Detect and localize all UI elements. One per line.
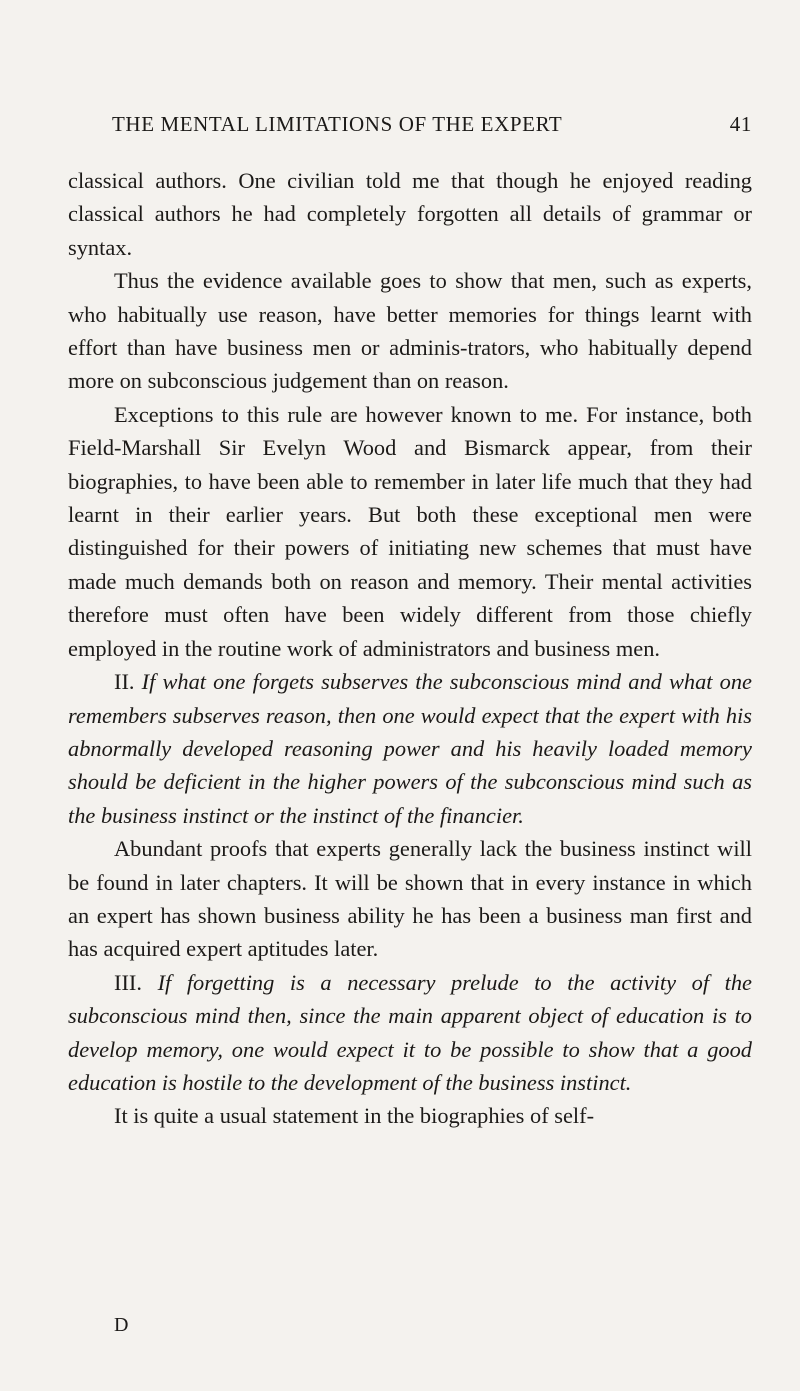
proposition-two xyxy=(68,665,752,832)
paragraph-biographies: It is quite a usual statement in the biographies of self- xyxy=(114,1103,595,1129)
signature-mark: D xyxy=(114,1314,129,1336)
paragraph-business-instinct: Abundant proofs that experts generally lack the business instinct will be found in later chapters. It will be shown that in every instance in which an expert has shown business ability he has been a business man first and has acquired expert aptitudes later. xyxy=(68,836,752,962)
running-head-title: THE MENTAL LIMITATIONS OF THE EXPERT xyxy=(112,112,563,136)
proposition-numeral: II. xyxy=(114,669,135,695)
proposition-text: If forgetting is a necessary prelude to the activity of the subconscious mind then, since the main apparent object of education is to develop memory, one would expect it to be possible to show that a good education is hostile to the development of the business instinct. xyxy=(68,969,752,1095)
body-text xyxy=(68,164,752,1133)
paragraph-exceptions: Exceptions to this rule are however known to me. For instance, both Field-Marshall Sir Evelyn Wood and Bismarck appear, from their biographies, to have been able to remember in later life much that they had learnt in their earlier years. But both these exceptional men were distinguished for their powers of initiating new schemes that must have made much demands both on reason and memory. Their mental activities therefore must often have been widely different from those chiefly employed in the routine work of administrators and business men. xyxy=(68,401,752,661)
proposition-three xyxy=(68,966,752,1100)
running-head xyxy=(112,112,752,142)
proposition-text: If what one forgets subserves the subconscious mind and what one remembers subserves reason, then one would expect that the expert with his abnormally developed reasoning power and his heavily loaded memory should be deficient in the higher powers of the subconscious mind such as the business instinct or the instinct of the financier. xyxy=(68,669,752,828)
paragraph-continuation: classical authors. One civilian told me that though he enjoyed reading classical authors he had completely forgotten all details of grammar or syntax. xyxy=(68,168,752,260)
proposition-numeral: III. xyxy=(114,969,142,995)
page-number: 41 xyxy=(729,112,752,136)
paragraph-memory-evidence: Thus the evidence available goes to show that men, such as experts, who habitually use reason, have better memories for things learnt with effort than have business men or adminis-trators, who habitually depend more on subconscious judgement than on reason. xyxy=(68,268,752,394)
